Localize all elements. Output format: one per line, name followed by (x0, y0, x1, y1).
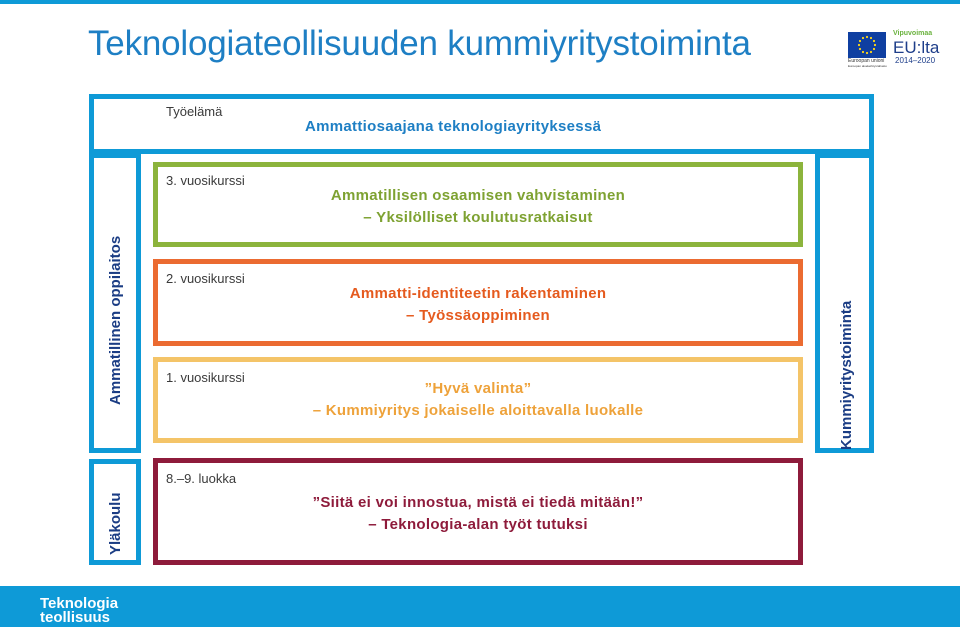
work-life-text: Ammattiosaajana teknologiayrityksessä (305, 118, 602, 135)
stage-text-grade-8-9-line1: ”Siitä ei voi innostua, mistä ei tiedä mitään!” (312, 494, 644, 511)
program-tag: Vipuvoimaa (893, 30, 933, 37)
footer-bar (0, 586, 960, 627)
stage-box-year-2 (153, 259, 803, 346)
stage-text-year-3-line2: – Yksilölliset koulutusratkaisut (363, 209, 593, 226)
stage-text-year-3-line1: Ammatillisen osaamisen vahvistaminen (330, 187, 626, 204)
stage-text-year-1-line1: ”Hyvä valinta” (424, 380, 532, 397)
eu-caption-main: Euroopan unioni (848, 58, 885, 64)
logo-line-1: Teknologia (40, 595, 119, 612)
work-life-label: Työelämä (166, 104, 223, 119)
page-title: Teknologiateollisuuden kummiyritystoiminta (88, 24, 751, 63)
stage-text-grade-8-9-line2: – Teknologia-alan työt tutuksi (368, 516, 588, 533)
teknologiateollisuus-logo (40, 597, 118, 625)
program-name: EU:lta (893, 38, 940, 57)
sponsorship-label: Kummiyritystoiminta (838, 300, 855, 450)
stage-label-grade-8-9: 8.–9. luokka (166, 471, 237, 486)
eu-caption-sub: Euroopan aluekehitysrahasto (848, 64, 887, 68)
stage-label-year-3: 3. vuosikurssi (166, 173, 245, 188)
stage-box-year-1 (153, 357, 803, 443)
eu-flag-icon (848, 32, 886, 58)
lower-secondary-label: Yläkoulu (107, 492, 124, 555)
top-accent-line (0, 0, 960, 4)
stage-box-grade-8-9 (153, 458, 803, 565)
stage-text-year-2-line2: – Työssäoppiminen (405, 307, 551, 324)
logo-line-2: teollisuus (40, 609, 111, 626)
stage-text-year-1-line2: – Kummiyritys jokaiselle aloittavalla luokalle (312, 402, 644, 419)
vocational-school-label: Ammatillinen oppilaitos (107, 235, 124, 405)
stage-label-year-2: 2. vuosikurssi (166, 271, 245, 286)
program-years: 2014–2020 (895, 56, 936, 65)
stage-label-year-1: 1. vuosikurssi (166, 370, 245, 385)
stage-box-year-3 (153, 162, 803, 247)
eu-caption (848, 58, 898, 68)
stage-text-year-2-line1: Ammatti-identiteetin rakentaminen (349, 285, 607, 302)
